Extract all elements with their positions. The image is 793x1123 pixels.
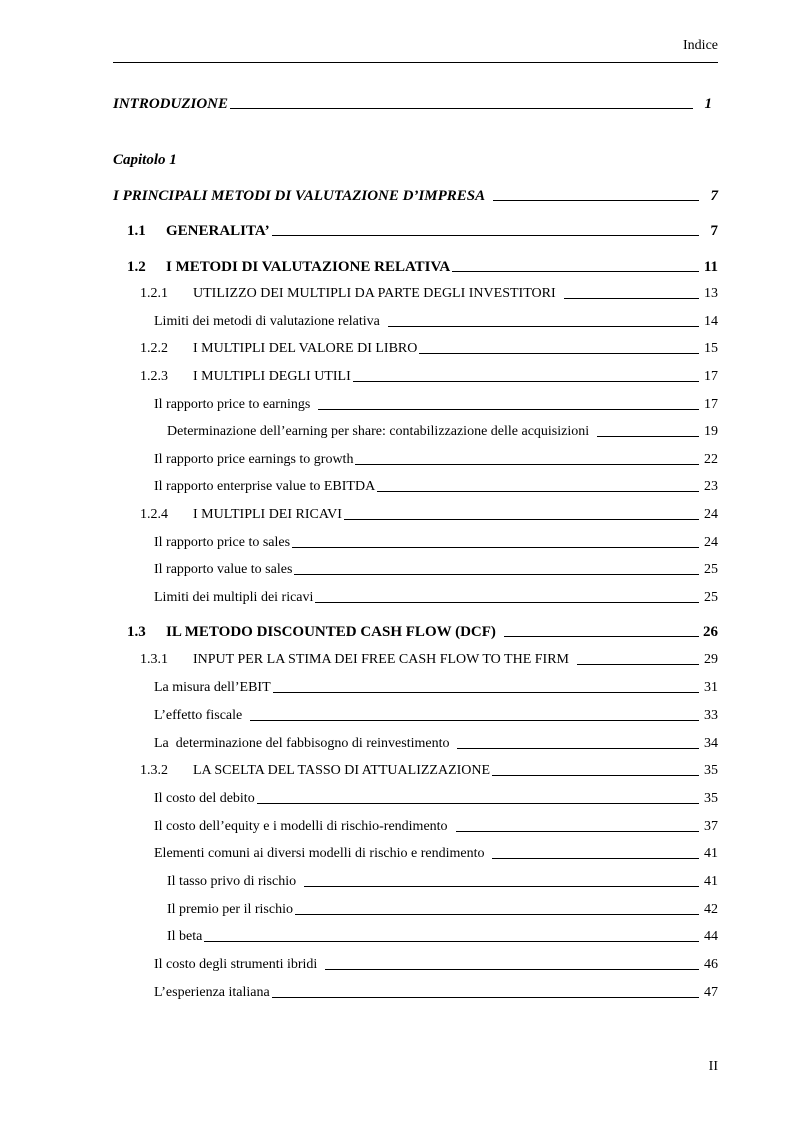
toc-entry-title: Il tasso privo di rischio [167,874,297,889]
toc-entry-page: 35 [704,763,718,778]
toc-entry[interactable] [140,651,718,669]
dot-leader [452,270,699,272]
dot-leader [492,857,699,859]
toc-entry-number: 1.3.1 [140,652,168,667]
dot-leader [504,635,699,637]
toc-entry-page: 13 [704,286,718,301]
toc-entry-title: Il costo degli strumenti ibridi [154,957,318,972]
toc-entry[interactable] [127,258,718,276]
toc-entry[interactable] [154,735,718,753]
toc-entry[interactable] [154,845,718,863]
toc-entry-title: I MULTIPLI DEI RICAVI [193,507,342,522]
dot-leader [344,518,699,520]
toc-entry[interactable] [154,313,718,331]
toc-entry-title: Limiti dei metodi di valutazione relativa [154,314,380,329]
toc-entry-introduzione[interactable] [113,95,712,113]
dot-leader [294,573,699,575]
running-header: Indice [683,38,718,53]
toc-entry[interactable] [167,901,718,919]
dot-leader [353,380,699,382]
toc-entry-page: 17 [704,397,718,412]
toc-entry-title: Il rapporto value to sales [154,562,293,577]
toc-entry[interactable] [154,451,718,469]
toc-entry-number: 1.2.3 [140,369,168,384]
toc-entry-title: L’esperienza italiana [154,985,270,1000]
toc-entry-title: Limiti dei multipli dei ricavi [154,590,314,605]
toc-entry-title: La determinazione del fabbisogno di reinvestimento [154,736,450,751]
dot-leader [257,802,699,804]
toc-entry[interactable] [154,707,718,725]
toc-entry-number: 1.3 [127,624,146,640]
toc-entry-title: Il rapporto price to sales [154,535,291,550]
dot-leader [272,996,699,998]
dot-leader [457,747,699,749]
toc-entry-page: 15 [704,341,718,356]
dot-leader [377,490,699,492]
toc-entry-page: 46 [704,957,718,972]
toc-entry-page: 37 [704,819,718,834]
toc-entry[interactable] [154,589,718,607]
dot-leader [292,546,699,548]
header-rule [113,62,718,63]
dot-leader [355,463,699,465]
toc-entry[interactable] [167,928,718,946]
toc-entry-page: 25 [704,562,718,577]
toc-entry-page: 47 [704,985,718,1000]
dot-leader [388,325,699,327]
toc-entry[interactable] [140,762,718,780]
toc-entry-title: Il costo dell’equity e i modelli di rischio-rendimento [154,819,448,834]
toc-entry-title: UTILIZZO DEI MULTIPLI DA PARTE DEGLI INVESTITORI [193,286,556,301]
dot-leader [597,435,699,437]
toc-entry-number: 1.2.4 [140,507,168,522]
toc-entry[interactable] [154,478,718,496]
toc-entry[interactable] [154,534,718,552]
toc-entry-title: Il rapporto price to earnings [154,397,311,412]
toc-entry[interactable] [154,956,718,974]
toc-entry-page: 42 [704,902,718,917]
toc-entry-number: 1.2.2 [140,341,168,356]
toc-entry[interactable] [154,984,718,1002]
toc-entry-title: INPUT PER LA STIMA DEI FREE CASH FLOW TO THE FIRM [193,652,569,667]
toc-entry-page: 34 [704,736,718,751]
toc-entry-title: Il rapporto price earnings to growth [154,452,354,467]
toc-entry[interactable] [154,679,718,697]
dot-leader [204,940,699,942]
page-number: II [708,1059,718,1074]
toc-entry-page: 41 [704,846,718,861]
dot-leader [325,968,699,970]
toc-entry-page: 14 [704,314,718,329]
toc-entry-title: Determinazione dell’earning per share: contabilizzazione delle acquisizioni [167,424,590,439]
toc-entry-page: 19 [704,424,718,439]
toc-entry-page: 7 [710,188,718,204]
toc-entry-page: 44 [704,929,718,944]
dot-leader [250,719,699,721]
toc-entry-title: Il costo del debito [154,791,255,806]
toc-entry-page: 29 [704,652,718,667]
dot-leader [295,913,699,915]
toc-entry[interactable] [127,623,718,641]
toc-entry[interactable] [140,285,718,303]
dot-leader [318,408,699,410]
toc-entry-title: GENERALITA’ [166,223,270,239]
toc-entry[interactable] [154,790,718,808]
toc-entry-page: 23 [704,479,718,494]
toc-entry-page: 1 [704,96,712,112]
toc-entry-page: 25 [704,590,718,605]
toc-entry[interactable] [154,396,718,414]
toc-entry-title: IL METODO DISCOUNTED CASH FLOW (DCF) [166,624,496,640]
toc-entry-page: 41 [704,874,718,889]
toc-entry-number: 1.1 [127,223,146,239]
dot-leader [492,774,699,776]
dot-leader [419,352,699,354]
dot-leader [493,199,699,201]
toc-entry[interactable] [154,818,718,836]
toc-entry-number: 1.3.2 [140,763,168,778]
toc-entry-title: I PRINCIPALI METODI DI VALUTAZIONE D’IMPRESA [113,188,486,204]
toc-entry-number: 1.2 [127,259,146,275]
toc-entry-title: L’effetto fiscale [154,708,243,723]
toc-entry-page: 26 [703,624,718,640]
dot-leader [273,691,699,693]
toc-entry-title: I MULTIPLI DEL VALORE DI LIBRO [193,341,418,356]
toc-entry-page: 33 [704,708,718,723]
toc-entry-page: 24 [704,507,718,522]
toc-entry-title: INTRODUZIONE [113,96,229,112]
toc-entry-page: 22 [704,452,718,467]
toc-entry[interactable] [140,340,718,358]
toc-entry-number: 1.2.1 [140,286,168,301]
toc-entry-title: Il beta [167,929,203,944]
toc-entry-title: Elementi comuni ai diversi modelli di rischio e rendimento [154,846,485,861]
toc-entry-title: La misura dell’EBIT [154,680,271,695]
toc-entry-title: Il premio per il rischio [167,902,293,917]
dot-leader [315,601,699,603]
toc-entry-page: 17 [704,369,718,384]
toc-entry[interactable] [127,222,718,240]
toc-entry-page: 24 [704,535,718,550]
dot-leader [230,107,693,109]
toc-entry[interactable] [154,561,718,579]
toc-entry[interactable] [167,423,718,441]
toc-entry-title: LA SCELTA DEL TASSO DI ATTUALIZZAZIONE [193,763,491,778]
dot-leader [304,885,699,887]
dot-leader [456,830,699,832]
toc-entry-page: 35 [704,791,718,806]
toc-entry[interactable] [167,873,718,891]
toc-entry-page: 7 [710,223,718,239]
toc-entry-chapter-1[interactable] [113,187,718,205]
dot-leader [564,297,699,299]
toc-entry-page: 11 [703,259,718,275]
toc-entry[interactable] [140,368,718,386]
toc-entry-title: I MULTIPLI DEGLI UTILI [193,369,351,384]
toc-entry-title: I METODI DI VALUTAZIONE RELATIVA [166,259,451,275]
toc-entry-title: Il rapporto enterprise value to EBITDA [154,479,376,494]
toc-entry[interactable] [140,506,718,524]
toc-entry-page: 31 [704,680,718,695]
dot-leader [577,663,699,665]
dot-leader [272,234,699,236]
chapter-label: Capitolo 1 [113,152,177,168]
